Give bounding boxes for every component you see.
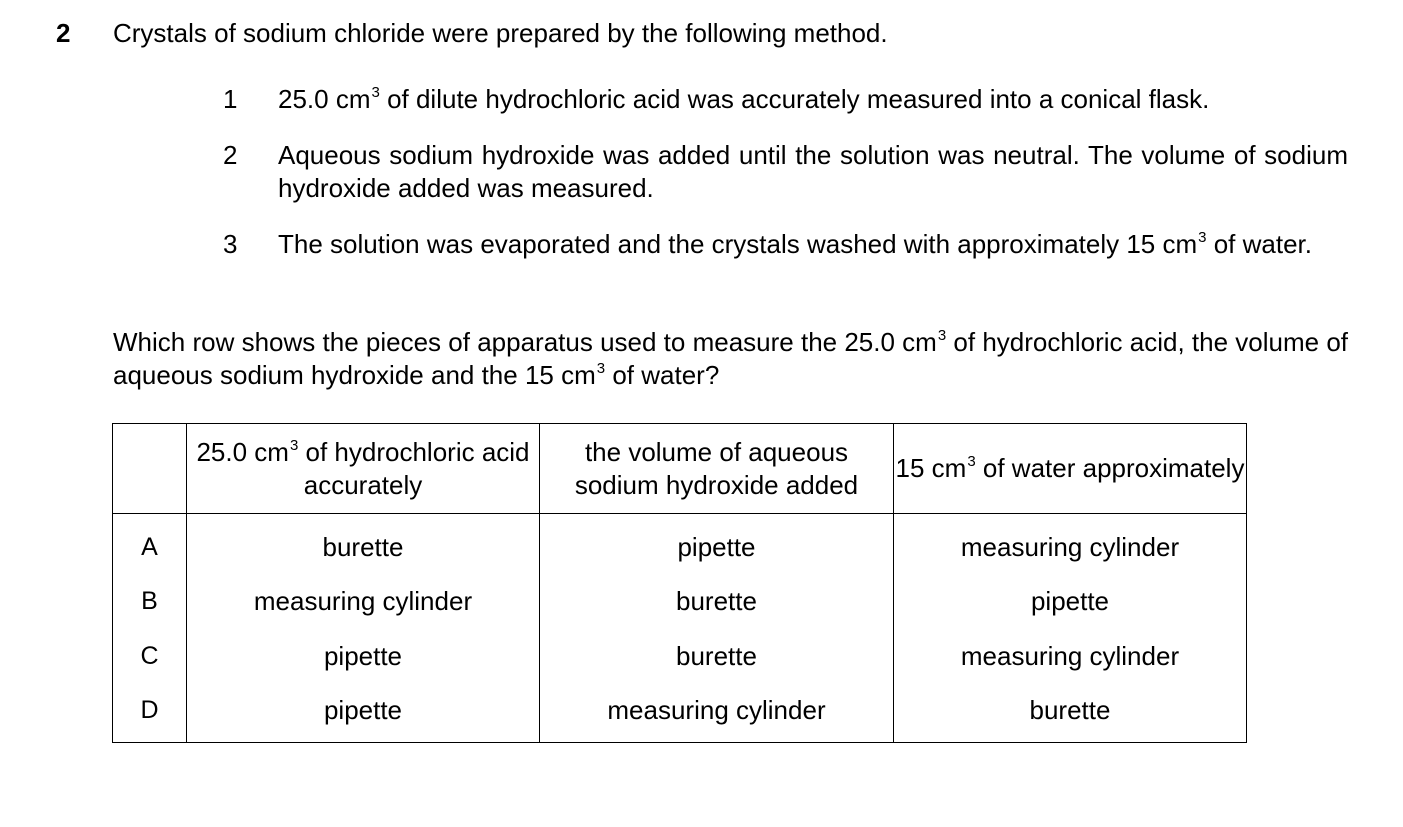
question-number: 2	[56, 18, 71, 48]
table-cell: measuring cylinder	[187, 575, 540, 630]
table-header-row	[113, 424, 1247, 514]
table-cell: burette	[187, 514, 540, 575]
method-step	[218, 228, 1348, 261]
option-letter: A	[113, 514, 187, 575]
step-number: 2	[223, 140, 238, 170]
table-row[interactable]	[113, 514, 1247, 575]
option-letter: B	[113, 575, 187, 630]
option-letter: C	[113, 629, 187, 684]
question-prompt: Which row shows the pieces of apparatus used to measure the 25.0 $cm^3$ of hydrochloric acid, the volume of aqueous sodium hydroxide and the 15 $cm^3$ of water?	[113, 327, 1349, 390]
table-cell: burette	[540, 629, 894, 684]
option-letter: D	[113, 684, 187, 743]
step-text: The solution was evaporated and the crystals washed with approximately 15 $cm^3$ of water.	[278, 229, 1312, 259]
answer-options-table	[112, 423, 1247, 743]
step-text: Aqueous sodium hydroxide was added until the solution was neutral. The volume of sodium hydroxide added was measured.	[278, 140, 1348, 203]
step-number: 1	[223, 84, 238, 114]
question-intro: Crystals of sodium chloride were prepared by the following method.	[113, 18, 888, 48]
table-cell: measuring cylinder	[894, 514, 1247, 575]
header-hydrochloric-acid: 25.0 $cm^3$ of hydrochloric acid accurately	[187, 424, 540, 514]
header-sodium-hydroxide: the volume of aqueous sodium hydroxide added	[540, 424, 894, 514]
table-cell: measuring cylinder	[540, 684, 894, 743]
table-row[interactable]	[113, 575, 1247, 630]
table-cell: burette	[894, 684, 1247, 743]
table-row[interactable]	[113, 684, 1247, 743]
table-row[interactable]	[113, 629, 1247, 684]
method-step	[218, 83, 1348, 116]
table-cell: measuring cylinder	[894, 629, 1247, 684]
table-cell: pipette	[187, 684, 540, 743]
table-cell: burette	[540, 575, 894, 630]
step-text: 25.0 $cm^3$ of dilute hydrochloric acid was accurately measured into a conical flask.	[278, 84, 1210, 114]
table-cell: pipette	[187, 629, 540, 684]
header-water: 15 $cm^3$ of water approximately	[894, 424, 1247, 514]
step-number: 3	[223, 229, 238, 259]
header-blank-cell	[113, 424, 187, 514]
table-cell: pipette	[894, 575, 1247, 630]
method-step	[218, 139, 1348, 205]
table-cell: pipette	[540, 514, 894, 575]
method-steps	[218, 83, 1348, 284]
